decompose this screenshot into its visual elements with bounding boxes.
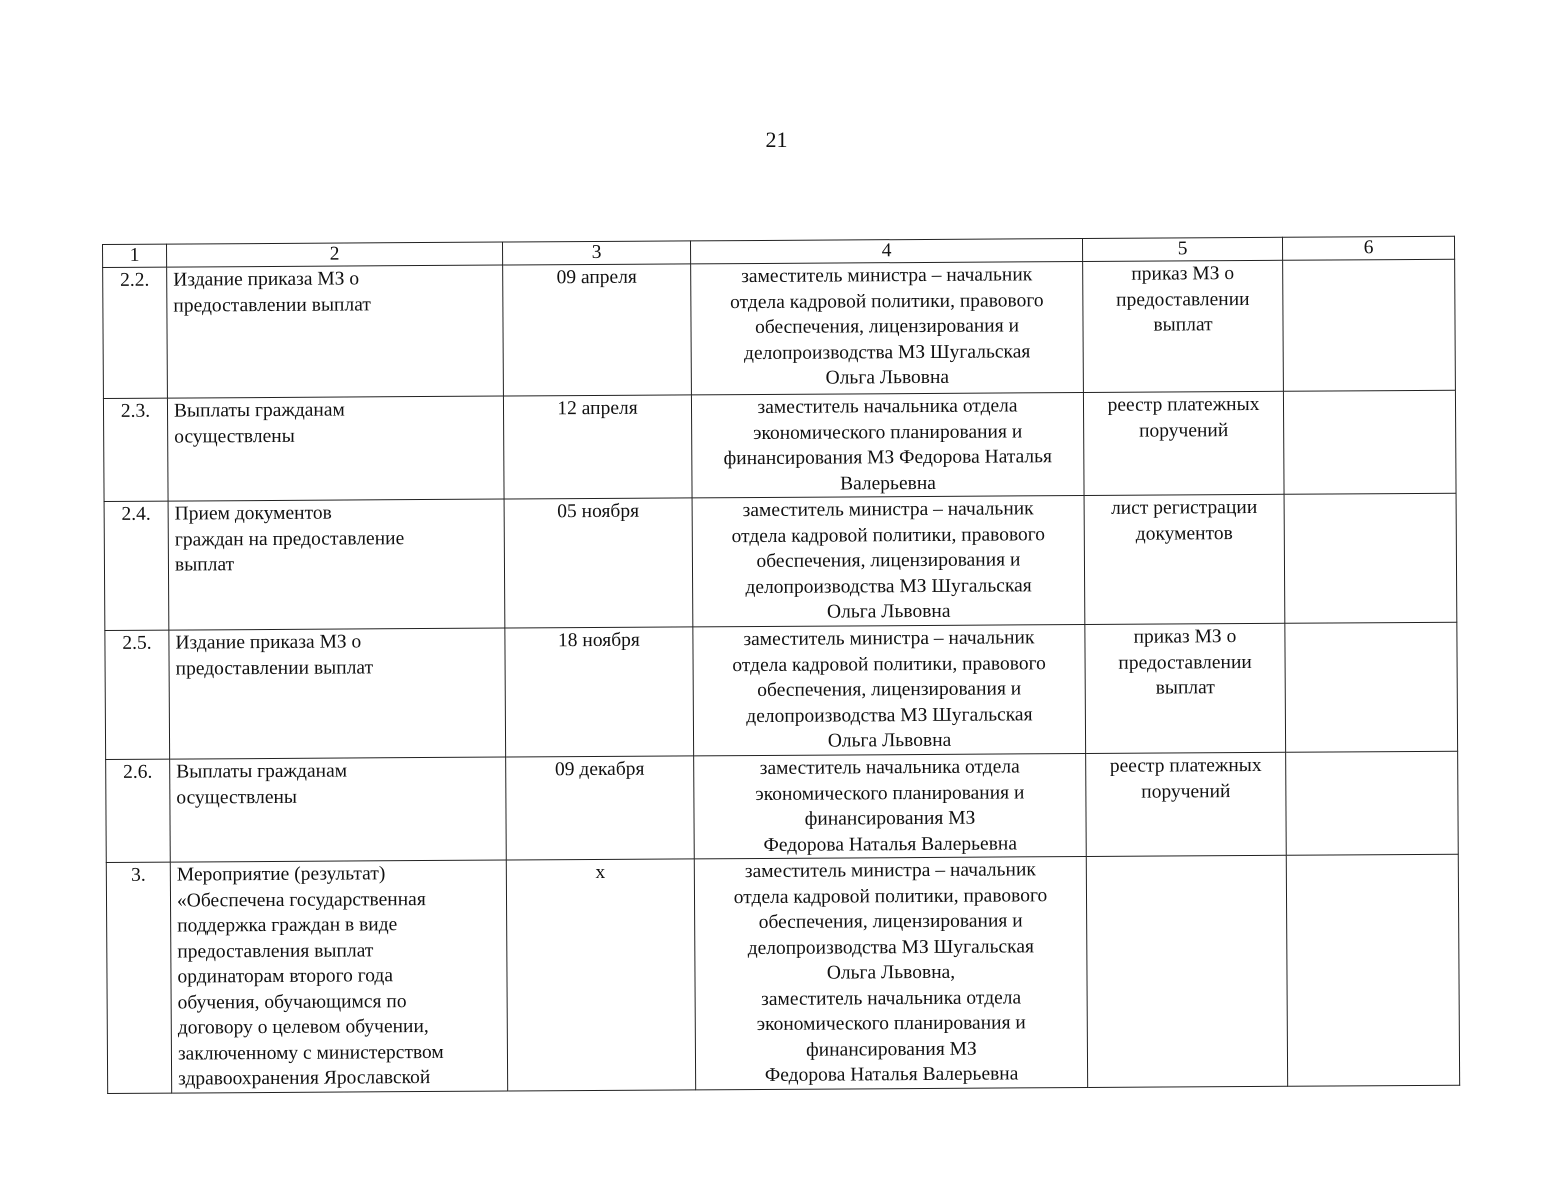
- responsible-person: заместитель министра – начальник отдела кадровой политики, правового обеспечения, лицензирования и делопроизводства МЗ Шугальская Ольга Львовна: [691, 262, 1084, 395]
- row-number: 2.3.: [103, 398, 168, 501]
- page-number: 21: [765, 127, 788, 152]
- deadline-date: 18 ноября: [505, 627, 694, 757]
- deadline-date: 09 декабря: [506, 756, 695, 860]
- table-row: [103, 390, 1456, 501]
- row-number: 3.: [106, 862, 171, 1093]
- column-6-cell: [1286, 751, 1459, 855]
- responsible-person: заместитель начальника отдела экономического планирования и финансирования МЗ Федорова Наталья Валерьевна: [694, 754, 1087, 859]
- column-6-cell: [1283, 390, 1456, 494]
- row-number: 2.5.: [105, 630, 170, 759]
- row-number: 2.4.: [104, 501, 169, 630]
- responsible-person: заместитель министра – начальник отдела кадровой политики, правового обеспечения, лицензирования и делопроизводства МЗ Шугальская Ольга Львовна: [693, 625, 1086, 756]
- activity-name: Издание приказа МЗ о предоставлении выплат: [167, 265, 504, 398]
- column-header: 1: [103, 244, 167, 267]
- row-number: 2.2.: [103, 267, 168, 398]
- column-header: 4: [690, 239, 1082, 264]
- deadline-date: 05 ноября: [504, 498, 693, 628]
- activity-name: Мероприятие (результат) «Обеспечена государственная поддержка граждан в виде предоставления выплат ординаторам второго года обучения, обучающимся по договору о целевом обучении, заключенному с министерством здравоохранения Ярославской: [170, 860, 507, 1093]
- table-row: [106, 751, 1459, 862]
- document-type: приказ МЗ о предоставлении выплат: [1085, 623, 1286, 753]
- document-type: реестр платежных поручений: [1086, 752, 1287, 856]
- activity-name: Издание приказа МЗ о предоставлении выплат: [169, 628, 506, 759]
- document-type: реестр платежных поручений: [1083, 391, 1284, 495]
- document-type: [1086, 855, 1287, 1087]
- responsible-person: заместитель министра – начальник отдела кадровой политики, правового обеспечения, лицензирования и делопроизводства МЗ Шугальская Ольга Львовна, заместитель начальника отдела экономического планирования и финансирования МЗ Федорова Наталья Валерьевна: [694, 856, 1087, 1089]
- deadline-date: 12 апреля: [503, 395, 692, 499]
- column-header: 3: [502, 241, 690, 265]
- responsible-person: заместитель министра – начальник отдела кадровой политики, правового обеспечения, лицензирования и делопроизводства МЗ Шугальская Ольга Львовна: [692, 496, 1085, 627]
- plan-table: [102, 236, 1460, 1094]
- column-6-cell: [1284, 493, 1457, 623]
- column-6-cell: [1283, 259, 1456, 391]
- activity-name: Выплаты гражданам осуществлены: [167, 396, 504, 501]
- table-row: [105, 622, 1458, 759]
- table-row: [106, 854, 1459, 1093]
- table-row: [104, 493, 1457, 630]
- column-6-cell: [1286, 854, 1459, 1086]
- column-header: 5: [1082, 237, 1282, 261]
- activity-name: Прием документов граждан на предоставление выплат: [168, 499, 505, 630]
- deadline-date: 09 апреля: [503, 264, 692, 396]
- column-header: 6: [1282, 236, 1454, 260]
- table-row: [103, 259, 1456, 398]
- activity-name: Выплаты гражданам осуществлены: [170, 757, 507, 862]
- column-6-cell: [1285, 622, 1458, 752]
- column-header: 2: [167, 242, 503, 267]
- row-number: 2.6.: [106, 759, 171, 862]
- document-type: лист регистрации документов: [1084, 494, 1285, 624]
- deadline-date: х: [506, 859, 695, 1091]
- document-type: приказ МЗ о предоставлении выплат: [1083, 260, 1284, 392]
- responsible-person: заместитель начальника отдела экономического планирования и финансирования МЗ Федорова Наталья Валерьевна: [691, 393, 1084, 498]
